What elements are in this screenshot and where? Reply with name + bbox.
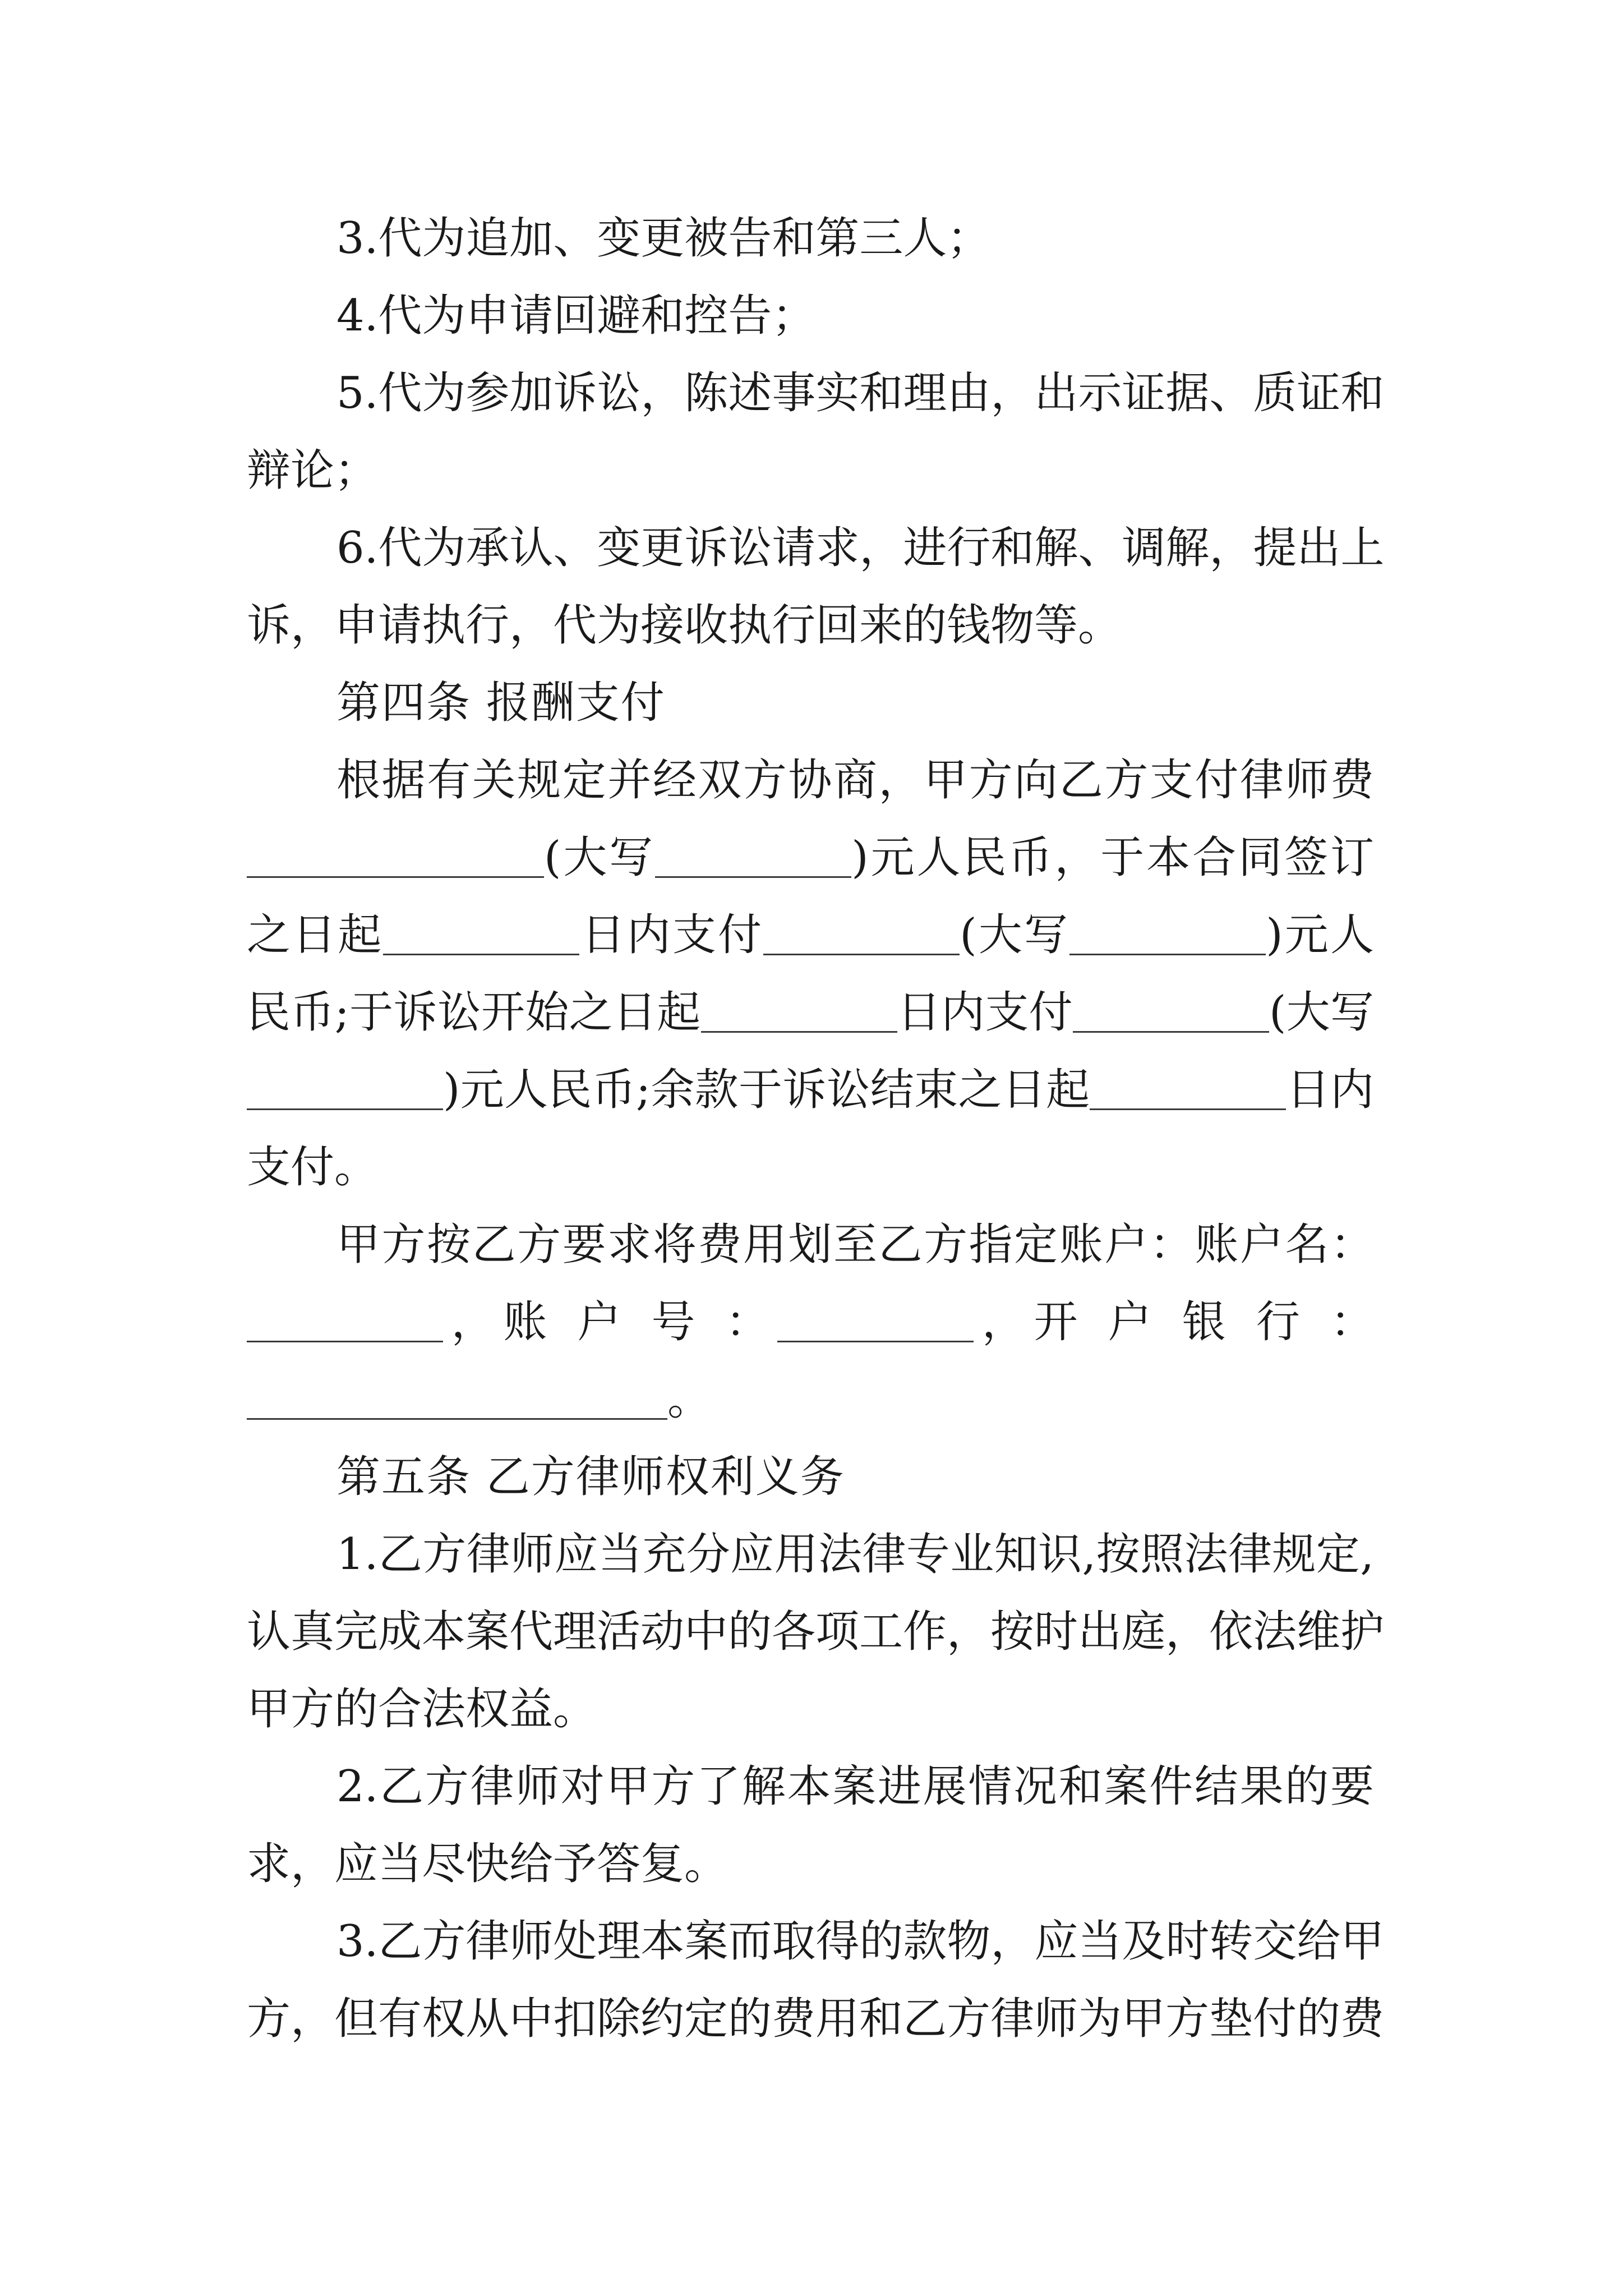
fee-amount-blank[interactable] xyxy=(247,832,544,878)
document-body xyxy=(247,200,1385,2058)
days-blank[interactable] xyxy=(701,987,897,1033)
payment-line-5 xyxy=(247,1051,1374,1129)
payment-text: 民币;于诉讼开始之日起 xyxy=(247,987,701,1038)
clause-item-3: 3.代为追加、变更被告和第三人； xyxy=(336,213,991,264)
payment-text: (大写 xyxy=(1269,987,1374,1038)
payment-text: )元人民币;余款于诉讼结束之日起 xyxy=(443,1065,1090,1115)
payment-text: (大写 xyxy=(544,832,656,883)
payment-line-1: 根据有关规定并经双方协商，甲方向乙方支付律师费 xyxy=(336,755,1374,806)
duty-1-line3: 甲方的合法权益。 xyxy=(247,1684,597,1734)
account-line-2 xyxy=(247,1283,1374,1361)
duty-1-line2: 认真完成本案代理活动中的各项工作，按时出庭，依法维护 xyxy=(247,1607,1385,1657)
duty-3-line1: 3.乙方律师处理本案而取得的款物，应当及时转交给甲 xyxy=(336,1916,1385,1967)
days-blank[interactable] xyxy=(383,910,579,955)
payment-text: 日内支付 xyxy=(579,910,764,960)
account-text: 。 xyxy=(667,1374,712,1425)
duty-3-line2: 方，但有权从中扣除约定的费用和乙方律师为甲方垫付的费 xyxy=(247,1994,1385,2044)
account-text: ， xyxy=(974,1297,1034,1347)
payment-line-3 xyxy=(247,896,1374,974)
bank-label: 开 户 银 行 ： xyxy=(1034,1297,1374,1347)
payment-line-6: 支付。 xyxy=(247,1142,379,1193)
clause-item-4: 4.代为申请回避和控告； xyxy=(336,291,816,341)
account-line-3 xyxy=(247,1361,1374,1438)
payment-text: (大写 xyxy=(960,910,1070,960)
duty-1-line1: 1.乙方律师应当充分应用法律专业知识,按照法律规定, xyxy=(336,1529,1374,1580)
fee-amount-uppercase-blank[interactable] xyxy=(655,832,851,878)
payment-text: 日内支付 xyxy=(897,987,1073,1038)
second-installment-blank[interactable] xyxy=(1073,987,1269,1033)
article-5-heading: 第五条 乙方律师权利义务 xyxy=(336,1452,845,1502)
account-line-1: 甲方按乙方要求将费用划至乙方指定账户：账户名： xyxy=(336,1220,1374,1270)
duty-2-line1: 2.乙方律师对甲方了解本案进展情况和案件结果的要 xyxy=(336,1761,1374,1812)
payment-line-4 xyxy=(247,974,1374,1051)
account-name-blank[interactable] xyxy=(247,1297,443,1342)
second-installment-uppercase-blank[interactable] xyxy=(247,1065,443,1110)
first-installment-uppercase-blank[interactable] xyxy=(1069,910,1266,955)
payment-text: 日内 xyxy=(1286,1065,1374,1115)
first-installment-blank[interactable] xyxy=(763,910,960,955)
balance-days-blank[interactable] xyxy=(1090,1065,1286,1110)
clause-item-6-line1: 6.代为承认、变更诉讼请求，进行和解、调解，提出上 xyxy=(336,523,1385,573)
payment-text: )元人民币，于本合同签订 xyxy=(851,832,1374,883)
payment-text: )元人 xyxy=(1266,910,1374,960)
clause-item-5-line2: 辩论； xyxy=(247,445,379,496)
account-number-label: 账 户 号 ： xyxy=(503,1297,778,1347)
account-text: ， xyxy=(443,1297,504,1347)
duty-2-line2: 求，应当尽快给予答复。 xyxy=(247,1839,728,1889)
clause-item-6-line2: 诉，申请执行，代为接收执行回来的钱物等。 xyxy=(247,600,1122,651)
account-number-blank[interactable] xyxy=(777,1297,974,1342)
payment-line-2 xyxy=(247,819,1374,896)
article-4-heading: 第四条 报酬支付 xyxy=(336,678,666,728)
payment-text: 之日起 xyxy=(247,910,384,960)
clause-item-5-line1: 5.代为参加诉讼，陈述事实和理由，出示证据、质证和 xyxy=(336,368,1385,418)
bank-blank[interactable] xyxy=(247,1374,667,1420)
